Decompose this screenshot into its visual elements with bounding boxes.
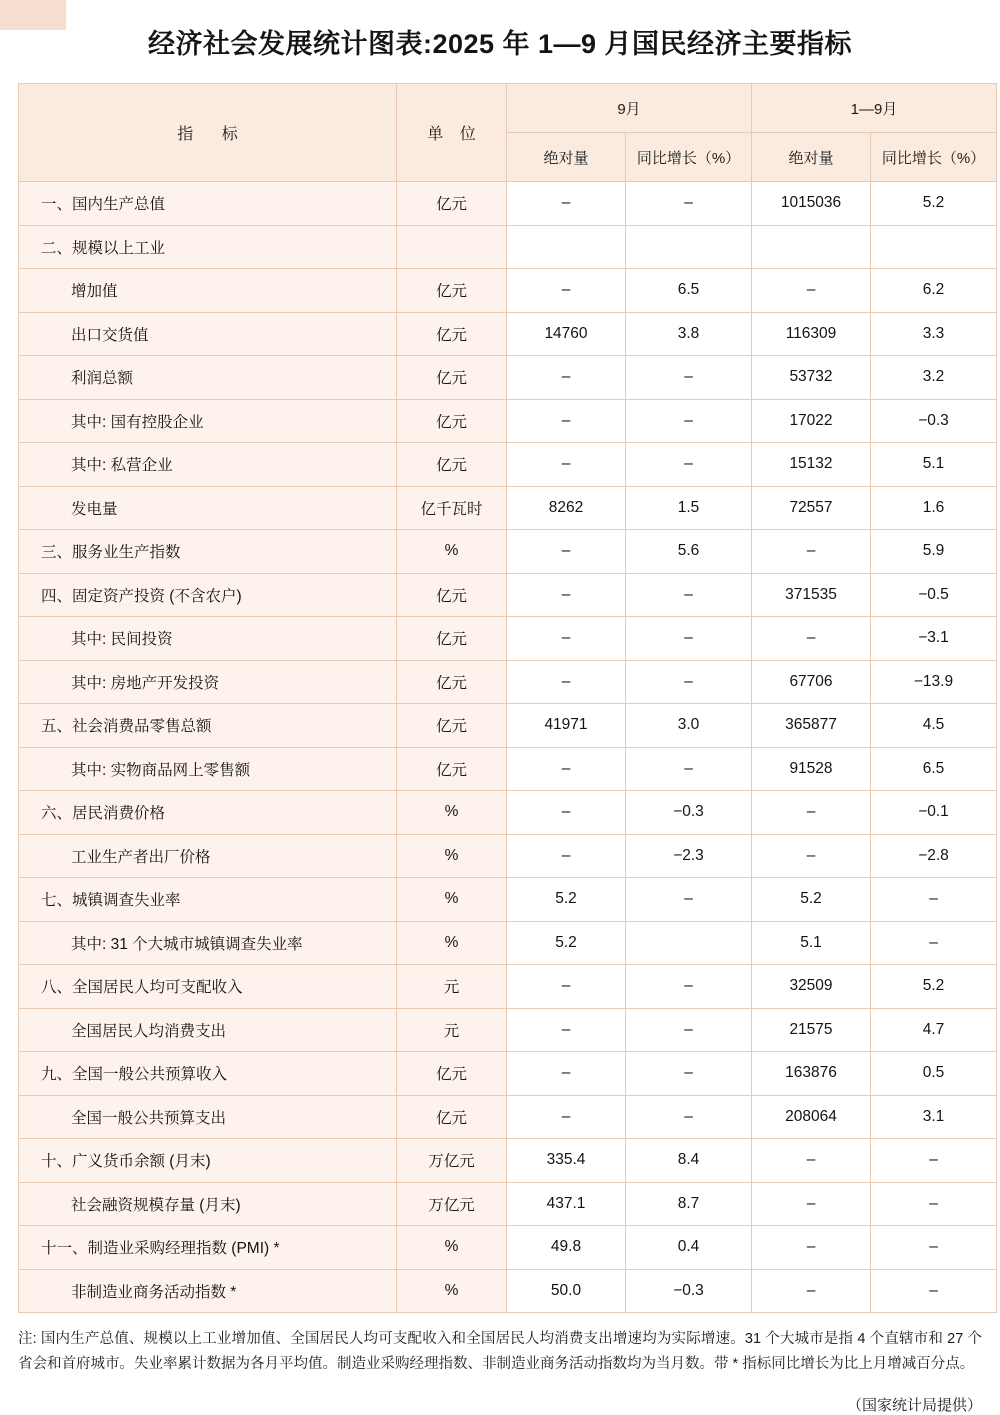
cell-month-absolute: – — [507, 1052, 626, 1096]
column-group-cumulative: 1—9月 — [752, 84, 997, 133]
cell-unit: % — [397, 921, 507, 965]
cell-cumulative-absolute: – — [752, 791, 871, 835]
cell-indicator: 其中: 实物商品网上零售额 — [19, 747, 397, 791]
cell-month-absolute: – — [507, 1095, 626, 1139]
cell-unit: % — [397, 878, 507, 922]
cell-cumulative-absolute: – — [752, 1182, 871, 1226]
table-row — [19, 1182, 997, 1226]
cell-month-growth: −2.3 — [626, 834, 752, 878]
cell-month-absolute: – — [507, 834, 626, 878]
cell-month-growth: – — [626, 1008, 752, 1052]
cell-month-absolute: 8262 — [507, 486, 626, 530]
column-header-month-growth: 同比增长（%） — [626, 133, 752, 182]
cell-month-growth: 6.5 — [626, 269, 752, 313]
table-row — [19, 269, 997, 313]
cell-month-absolute: – — [507, 573, 626, 617]
cell-month-growth: – — [626, 573, 752, 617]
cell-unit: 亿元 — [397, 1095, 507, 1139]
corner-decoration — [0, 0, 66, 30]
cell-cumulative-absolute: – — [752, 1139, 871, 1183]
cell-unit: % — [397, 1226, 507, 1270]
cell-indicator: 十一、制造业采购经理指数 (PMI) * — [19, 1226, 397, 1270]
cell-unit: 亿元 — [397, 704, 507, 748]
cell-month-growth: −0.3 — [626, 1269, 752, 1313]
cell-cumulative-absolute: 15132 — [752, 443, 871, 487]
cell-month-growth: 3.0 — [626, 704, 752, 748]
column-header-cumulative-absolute: 绝对量 — [752, 133, 871, 182]
cell-unit: 亿元 — [397, 312, 507, 356]
cell-unit: 亿元 — [397, 617, 507, 661]
cell-cumulative-growth: 1.6 — [871, 486, 997, 530]
cell-month-absolute: – — [507, 965, 626, 1009]
cell-unit: 亿元 — [397, 356, 507, 400]
cell-month-absolute: – — [507, 617, 626, 661]
cell-cumulative-growth: 3.2 — [871, 356, 997, 400]
cell-unit: 亿元 — [397, 399, 507, 443]
cell-cumulative-absolute: 32509 — [752, 965, 871, 1009]
cell-month-growth: – — [626, 1095, 752, 1139]
cell-indicator: 六、居民消费价格 — [19, 791, 397, 835]
cell-cumulative-absolute: – — [752, 834, 871, 878]
cell-unit: % — [397, 834, 507, 878]
table-row — [19, 617, 997, 661]
table-header — [19, 84, 997, 182]
table-row — [19, 965, 997, 1009]
cell-indicator: 非制造业商务活动指数 * — [19, 1269, 397, 1313]
cell-unit: 亿元 — [397, 747, 507, 791]
column-group-month: 9月 — [507, 84, 752, 133]
cell-indicator: 三、服务业生产指数 — [19, 530, 397, 574]
cell-unit: 亿元 — [397, 1052, 507, 1096]
cell-month-absolute: 49.8 — [507, 1226, 626, 1270]
cell-month-absolute: 50.0 — [507, 1269, 626, 1313]
cell-indicator: 五、社会消费品零售总额 — [19, 704, 397, 748]
cell-month-growth: 8.7 — [626, 1182, 752, 1226]
cell-cumulative-absolute: 1015036 — [752, 182, 871, 226]
cell-indicator: 其中: 国有控股企业 — [19, 399, 397, 443]
cell-month-growth: – — [626, 443, 752, 487]
cell-cumulative-growth: 4.5 — [871, 704, 997, 748]
cell-indicator: 其中: 私营企业 — [19, 443, 397, 487]
cell-indicator: 出口交货值 — [19, 312, 397, 356]
cell-indicator: 其中: 31 个大城市城镇调查失业率 — [19, 921, 397, 965]
cell-unit: 亿元 — [397, 269, 507, 313]
cell-cumulative-growth: −3.1 — [871, 617, 997, 661]
cell-month-growth: 0.4 — [626, 1226, 752, 1270]
cell-cumulative-absolute: 67706 — [752, 660, 871, 704]
table-row — [19, 1226, 997, 1270]
cell-month-absolute: – — [507, 660, 626, 704]
cell-cumulative-growth: 5.2 — [871, 182, 997, 226]
cell-cumulative-absolute: 5.2 — [752, 878, 871, 922]
table-body — [19, 182, 997, 1313]
cell-month-absolute: 335.4 — [507, 1139, 626, 1183]
cell-month-growth: 5.6 — [626, 530, 752, 574]
table-row — [19, 356, 997, 400]
cell-indicator: 社会融资规模存量 (月末) — [19, 1182, 397, 1226]
cell-cumulative-growth: 6.5 — [871, 747, 997, 791]
cell-month-absolute: – — [507, 791, 626, 835]
cell-month-absolute: – — [507, 443, 626, 487]
cell-month-growth: – — [626, 182, 752, 226]
cell-cumulative-absolute: 21575 — [752, 1008, 871, 1052]
cell-unit: 万亿元 — [397, 1182, 507, 1226]
cell-cumulative-growth: 3.1 — [871, 1095, 997, 1139]
cell-cumulative-growth: 5.1 — [871, 443, 997, 487]
cell-cumulative-absolute: 116309 — [752, 312, 871, 356]
cell-unit: 亿千瓦时 — [397, 486, 507, 530]
cell-month-absolute: 41971 — [507, 704, 626, 748]
cell-month-growth — [626, 225, 752, 269]
cell-indicator: 九、全国一般公共预算收入 — [19, 1052, 397, 1096]
cell-cumulative-absolute: 163876 — [752, 1052, 871, 1096]
cell-indicator: 发电量 — [19, 486, 397, 530]
page-title: 经济社会发展统计图表:2025 年 1—9 月国民经济主要指标 — [147, 29, 853, 59]
cell-cumulative-absolute: 53732 — [752, 356, 871, 400]
cell-cumulative-growth: 5.2 — [871, 965, 997, 1009]
cell-unit: 元 — [397, 1008, 507, 1052]
cell-cumulative-growth: 0.5 — [871, 1052, 997, 1096]
cell-month-growth: – — [626, 747, 752, 791]
cell-indicator: 其中: 房地产开发投资 — [19, 660, 397, 704]
cell-unit: 万亿元 — [397, 1139, 507, 1183]
cell-cumulative-absolute — [752, 225, 871, 269]
cell-cumulative-growth: −0.3 — [871, 399, 997, 443]
cell-unit: % — [397, 530, 507, 574]
cell-month-growth: – — [626, 1052, 752, 1096]
cell-month-absolute: 437.1 — [507, 1182, 626, 1226]
table-footnote: 注: 国内生产总值、规模以上工业增加值、全国居民人均可支配收入和全国居民人均消费支出增速均为实际增速。31 个大城市是指 4 个直辖市和 27 个省会和首府城市。失业率累计数据为各月平均值。制造业采购经理指数、非制造业商务活动指数均为当月数。带 * 指标同比增长为比上月增减百分点。 — [18, 1331, 982, 1373]
cell-unit: 亿元 — [397, 182, 507, 226]
column-header-unit: 单 位 — [397, 84, 507, 182]
table-row — [19, 182, 997, 226]
table-row — [19, 573, 997, 617]
cell-unit: 亿元 — [397, 573, 507, 617]
cell-month-absolute — [507, 225, 626, 269]
cell-cumulative-absolute: 5.1 — [752, 921, 871, 965]
cell-cumulative-growth: – — [871, 921, 997, 965]
cell-indicator: 其中: 民间投资 — [19, 617, 397, 661]
cell-cumulative-absolute: 371535 — [752, 573, 871, 617]
cell-month-absolute: – — [507, 182, 626, 226]
cell-cumulative-absolute: 91528 — [752, 747, 871, 791]
table-row — [19, 1008, 997, 1052]
table-row — [19, 530, 997, 574]
table-row — [19, 660, 997, 704]
cell-month-absolute: 5.2 — [507, 878, 626, 922]
cell-month-growth: – — [626, 399, 752, 443]
cell-unit — [397, 225, 507, 269]
cell-cumulative-growth: – — [871, 1226, 997, 1270]
cell-unit: 亿元 — [397, 660, 507, 704]
table-row — [19, 921, 997, 965]
cell-cumulative-growth — [871, 225, 997, 269]
cell-indicator: 利润总额 — [19, 356, 397, 400]
cell-indicator: 十、广义货币余额 (月末) — [19, 1139, 397, 1183]
table-row — [19, 1095, 997, 1139]
cell-month-absolute: – — [507, 530, 626, 574]
cell-month-growth: – — [626, 965, 752, 1009]
cell-month-growth — [626, 921, 752, 965]
cell-cumulative-growth: 4.7 — [871, 1008, 997, 1052]
table-row — [19, 834, 997, 878]
column-header-cumulative-growth: 同比增长（%） — [871, 133, 997, 182]
statistics-table — [18, 83, 997, 1313]
cell-month-absolute: – — [507, 356, 626, 400]
cell-month-growth: 1.5 — [626, 486, 752, 530]
cell-unit: % — [397, 791, 507, 835]
cell-cumulative-growth: −0.5 — [871, 573, 997, 617]
table-row — [19, 704, 997, 748]
cell-unit: 元 — [397, 965, 507, 1009]
cell-cumulative-growth: −0.1 — [871, 791, 997, 835]
cell-indicator: 全国一般公共预算支出 — [19, 1095, 397, 1139]
cell-month-growth: −0.3 — [626, 791, 752, 835]
cell-month-growth: – — [626, 356, 752, 400]
cell-month-absolute: – — [507, 747, 626, 791]
cell-cumulative-growth: 3.3 — [871, 312, 997, 356]
cell-indicator: 八、全国居民人均可支配收入 — [19, 965, 397, 1009]
table-row — [19, 486, 997, 530]
cell-unit: % — [397, 1269, 507, 1313]
cell-unit: 亿元 — [397, 443, 507, 487]
table-row — [19, 312, 997, 356]
cell-cumulative-growth: – — [871, 878, 997, 922]
cell-indicator: 二、规模以上工业 — [19, 225, 397, 269]
cell-cumulative-absolute: – — [752, 269, 871, 313]
cell-month-growth: – — [626, 878, 752, 922]
cell-month-absolute: – — [507, 1008, 626, 1052]
cell-cumulative-growth: −2.8 — [871, 834, 997, 878]
cell-month-absolute: – — [507, 399, 626, 443]
cell-cumulative-growth: 5.9 — [871, 530, 997, 574]
cell-cumulative-growth: – — [871, 1139, 997, 1183]
table-row — [19, 1269, 997, 1313]
cell-indicator: 工业生产者出厂价格 — [19, 834, 397, 878]
cell-month-growth: – — [626, 617, 752, 661]
cell-indicator: 一、国内生产总值 — [19, 182, 397, 226]
cell-cumulative-growth: −13.9 — [871, 660, 997, 704]
cell-cumulative-absolute: 208064 — [752, 1095, 871, 1139]
cell-cumulative-absolute: 365877 — [752, 704, 871, 748]
table-row — [19, 225, 997, 269]
table-row — [19, 747, 997, 791]
table-row — [19, 1139, 997, 1183]
cell-cumulative-absolute: 17022 — [752, 399, 871, 443]
cell-cumulative-growth: 6.2 — [871, 269, 997, 313]
cell-indicator: 七、城镇调查失业率 — [19, 878, 397, 922]
column-header-indicator: 指 标 — [19, 84, 397, 182]
cell-month-absolute: 5.2 — [507, 921, 626, 965]
table-row — [19, 1052, 997, 1096]
cell-cumulative-absolute: – — [752, 1269, 871, 1313]
column-header-month-absolute: 绝对量 — [507, 133, 626, 182]
table-row — [19, 399, 997, 443]
cell-cumulative-growth: – — [871, 1182, 997, 1226]
table-row — [19, 878, 997, 922]
cell-cumulative-absolute: 72557 — [752, 486, 871, 530]
cell-month-growth: 8.4 — [626, 1139, 752, 1183]
cell-month-growth: – — [626, 660, 752, 704]
cell-cumulative-absolute: – — [752, 530, 871, 574]
cell-cumulative-absolute: – — [752, 617, 871, 661]
table-row — [19, 791, 997, 835]
cell-month-absolute: 14760 — [507, 312, 626, 356]
cell-indicator: 四、固定资产投资 (不含农户) — [19, 573, 397, 617]
cell-cumulative-growth: – — [871, 1269, 997, 1313]
cell-month-growth: 3.8 — [626, 312, 752, 356]
cell-cumulative-absolute: – — [752, 1226, 871, 1270]
cell-indicator: 增加值 — [19, 269, 397, 313]
cell-month-absolute: – — [507, 269, 626, 313]
cell-indicator: 全国居民人均消费支出 — [19, 1008, 397, 1052]
source-credit: （国家统计局提供） — [846, 1396, 982, 1414]
table-row — [19, 443, 997, 487]
